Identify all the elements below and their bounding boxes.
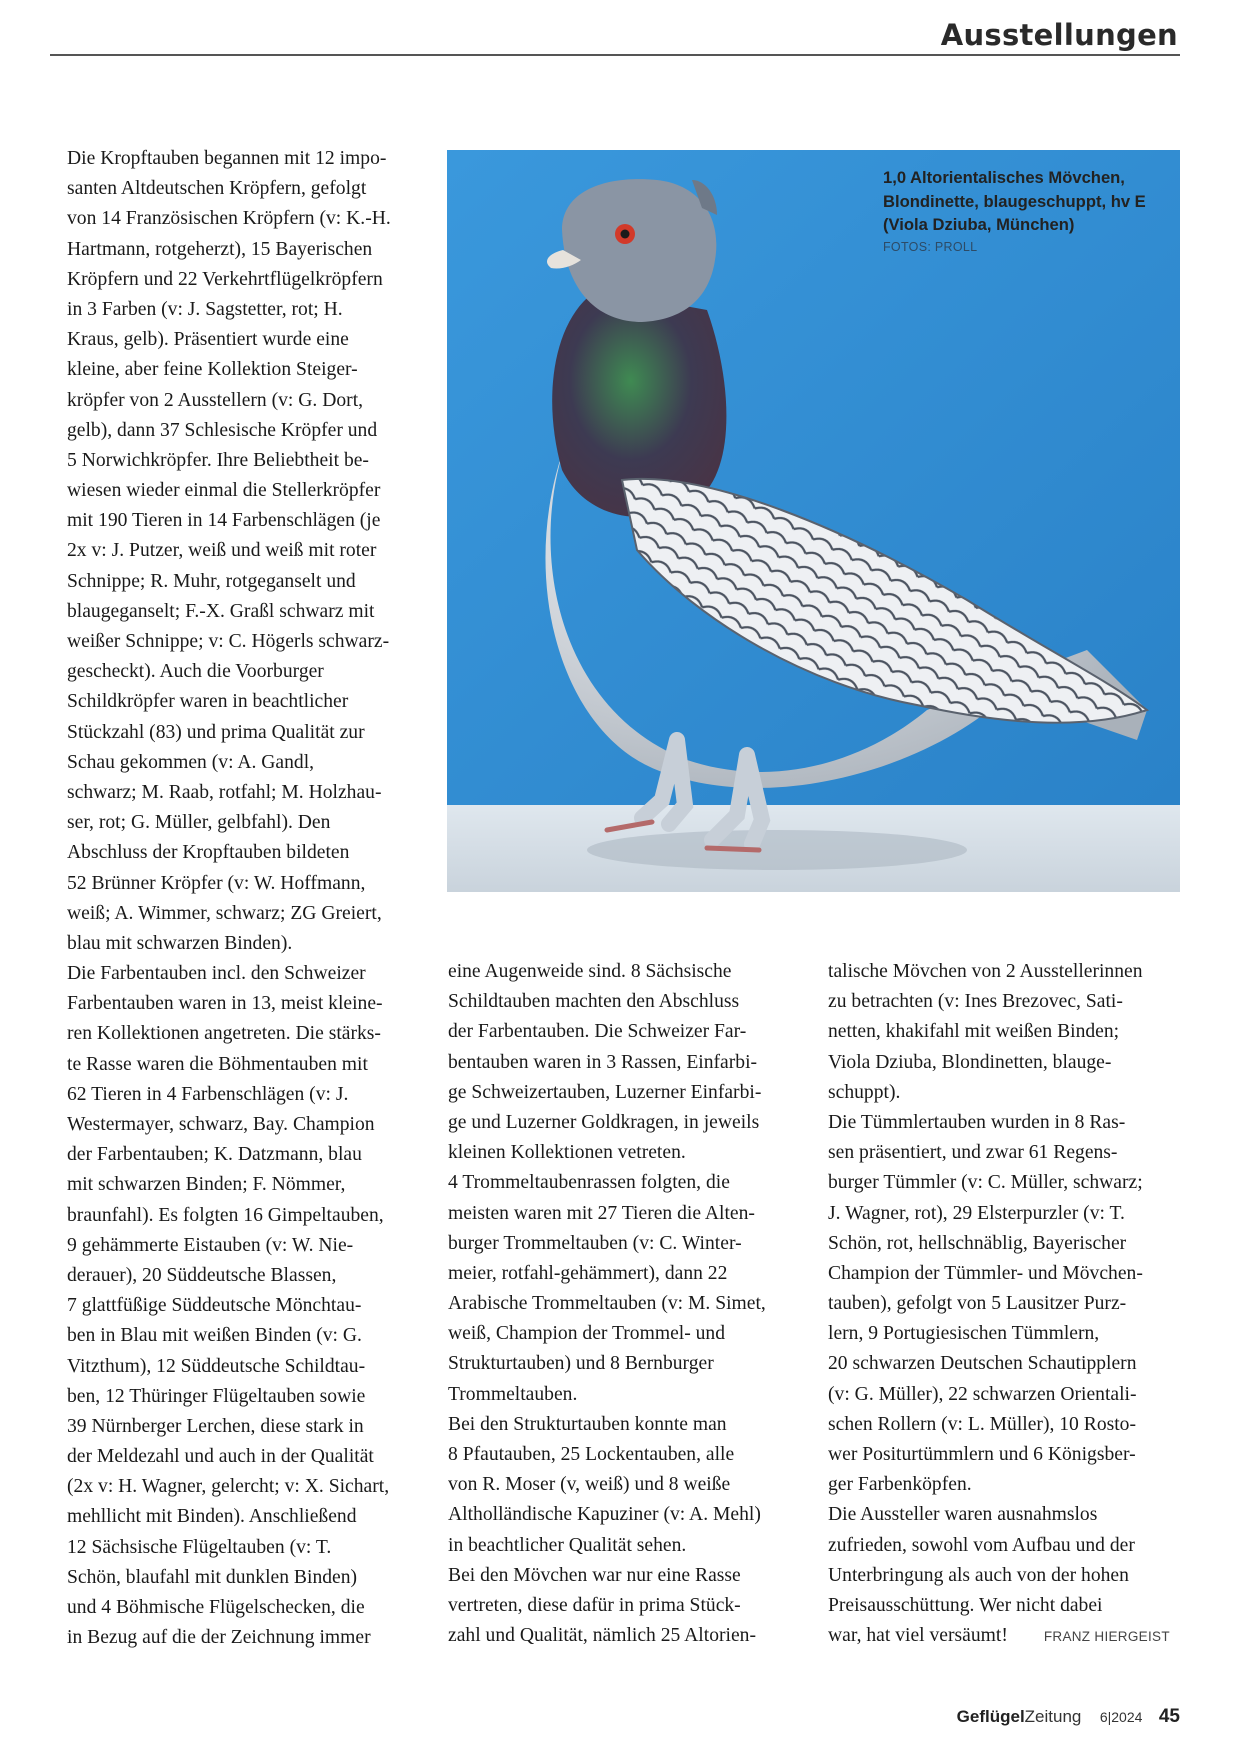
photo-credit: FOTOS: PROLL <box>883 239 978 254</box>
magazine-brand-light: Zeitung <box>1024 1707 1082 1726</box>
text-line: Schnippe; R. Muhr, rotgeganselt und <box>67 570 356 592</box>
text-line: 9 gehämmerte Eistauben (v: W. Nie- <box>67 1234 354 1256</box>
text-line: 52 Brünner Kröpfer (v: W. Hoffmann, <box>67 872 366 894</box>
text-line: Bei den Strukturtauben konnte man <box>448 1413 727 1435</box>
text-line: Stückzahl (83) und prima Qualität zur <box>67 721 365 743</box>
text-line: 2x v: J. Putzer, weiß und weiß mit roter <box>67 540 377 562</box>
text-line: weißer Schnippe; v: C. Högerls schwarz- <box>67 631 390 652</box>
text-line: kleinen Kollektionen vetreten. <box>448 1142 686 1164</box>
section-title: Ausstellungen <box>940 18 1178 52</box>
text-line: schwarz; M. Raab, rotfahl; M. Holzhau- <box>67 781 382 803</box>
text-line: Schildtauben machten den Abschluss <box>448 991 740 1013</box>
text-line: zufrieden, sowohl vom Aufbau und der <box>828 1534 1135 1556</box>
text-line: burger Tümmler (v: C. Müller, schwarz; <box>828 1172 1143 1194</box>
text-line: Schildkröpfer waren in beachtlicher <box>67 691 349 713</box>
text-line: ben in Blau mit weißen Binden (v: G. <box>67 1325 362 1347</box>
magazine-brand-bold: Geflügel <box>956 1707 1025 1726</box>
text-line: ge Schweizertauben, Luzerner Einfarbi- <box>448 1081 762 1103</box>
text-line: sen präsentiert, und zwar 61 Regens- <box>828 1142 1118 1164</box>
text-line: Westermayer, schwarz, Bay. Champion <box>67 1114 375 1135</box>
text-line: Viola Dziuba, Blondinetten, blauge- <box>828 1051 1112 1073</box>
text-line: Die Aussteller waren ausnahmslos <box>828 1504 1098 1526</box>
text-line: mit 190 Tieren in 14 Farbenschlägen (je <box>67 510 381 532</box>
text-line: mit schwarzen Binden; F. Nömmer, <box>67 1174 346 1196</box>
text-line: von R. Moser (v, weiß) und 8 weiße <box>448 1474 731 1496</box>
text-line: 62 Tieren in 4 Farbenschlägen (v: J. <box>67 1083 349 1105</box>
text-line: wiesen wieder einmal die Stellerkröpfer <box>67 480 381 502</box>
text-line: ren Kollektionen angetreten. Die stärks- <box>67 1023 381 1045</box>
text-line: Kraus, gelb). Präsentiert wurde eine <box>67 329 349 351</box>
text-line: Schön, blaufahl mit dunklen Binden) <box>67 1566 358 1588</box>
text-line: Strukturtauben) und 8 Bernburger <box>448 1353 714 1375</box>
text-line: Farbentauben waren in 13, meist kleine- <box>67 993 383 1015</box>
text-line: weiß; A. Wimmer, schwarz; ZG Greiert, <box>67 902 382 924</box>
text-line: Hartmann, rotgeherzt), 15 Bayerischen <box>67 238 373 260</box>
text-line: zu betrachten (v: Ines Brezovec, Sati- <box>828 991 1123 1013</box>
pigeon-photo <box>447 150 1180 892</box>
issue-number: 6|2024 <box>1099 1709 1143 1725</box>
text-line: ger Farbenköpfen. <box>828 1474 972 1496</box>
page-number: 45 <box>1158 1706 1180 1727</box>
photo-caption-lines <box>883 166 1173 237</box>
text-line: Bei den Mövchen war nur eine Rasse <box>448 1564 741 1586</box>
text-line: Abschluss der Kropftauben bildeten <box>67 842 350 864</box>
text-line: derauer), 20 Süddeutsche Blassen, <box>67 1264 337 1286</box>
text-line: burger Trommeltauben (v: C. Winter- <box>448 1232 742 1254</box>
text-line: der Farbentauben. Die Schweizer Far- <box>448 1021 747 1043</box>
pigeon-illustration <box>447 150 1180 892</box>
text-line: ge und Luzerner Goldkragen, in jeweils <box>448 1111 760 1133</box>
text-line: Blondinette, blaugeschuppt, hv E <box>883 191 1146 211</box>
text-line: schen Rollern (v: L. Müller), 10 Rosto- <box>828 1413 1137 1435</box>
text-line: (2x v: H. Wagner, gelercht; v: X. Sichart, <box>67 1476 390 1498</box>
text-line: Preisausschüttung. Wer nicht dabei <box>828 1594 1103 1616</box>
photo-caption <box>883 166 1173 256</box>
text-line: lern, 9 Portugiesischen Tümmlern, <box>828 1323 1100 1345</box>
text-line: kleine, aber feine Kollektion Steiger- <box>67 359 358 381</box>
text-line: Schön, rot, hellschnäblig, Bayerischer <box>828 1232 1127 1254</box>
article-column-left <box>67 144 417 1653</box>
article-column-middle <box>448 957 798 1651</box>
text-line: weiß, Champion der Trommel- und <box>448 1323 726 1345</box>
text-line: Champion der Tümmler- und Mövchen- <box>828 1262 1143 1284</box>
text-line: 7 glattfüßige Süddeutsche Mönchtau- <box>67 1295 362 1317</box>
text-line: ser, rot; G. Müller, gelbfahl). Den <box>67 812 331 834</box>
text-line: Vitzthum), 12 Süddeutsche Schildtau- <box>67 1355 366 1377</box>
text-line: 5 Norwichkröpfer. Ihre Beliebtheit be- <box>67 449 369 471</box>
text-line: J. Wagner, rot), 29 Elsterpurzler (v: T. <box>828 1202 1125 1224</box>
text-line: eine Augenweide sind. 8 Sächsische <box>448 961 732 982</box>
text-line: der Meldezahl und auch in der Qualität <box>67 1446 374 1468</box>
text-line: in 3 Farben (v: J. Sagstetter, rot; H. <box>67 298 343 320</box>
text-line: Die Tümmlertauben wurden in 8 Ras- <box>828 1111 1126 1133</box>
text-line: in Bezug auf die der Zeichnung immer <box>67 1627 371 1649</box>
text-line: Kröpfern und 22 Verkehrtflügelkröpfern <box>67 268 383 290</box>
text-line: blau mit schwarzen Binden). <box>67 932 293 954</box>
text-line: der Farbentauben; K. Datzmann, blau <box>67 1144 362 1166</box>
text-line: (Viola Dziuba, München) <box>883 215 1075 234</box>
text-line: und 4 Böhmische Flügelschecken, die <box>67 1597 365 1618</box>
text-line: blaugeganselt; F.-X. Graßl schwarz mit <box>67 600 375 622</box>
text-line: 1,0 Altorientalisches Mövchen, <box>883 168 1125 187</box>
text-line: Unterbringung als auch von der hohen <box>828 1564 1129 1586</box>
article-column-right <box>828 957 1180 1652</box>
text-line: te Rasse waren die Böhmentauben mit <box>67 1053 368 1075</box>
text-line: braunfahl). Es folgten 16 Gimpeltauben, <box>67 1204 384 1226</box>
text-line: Schau gekommen (v: A. Gandl, <box>67 751 315 773</box>
text-line: santen Altdeutschen Kröpfern, gefolgt <box>67 178 367 200</box>
text-line: 39 Nürnberger Lerchen, diese stark in <box>67 1415 364 1437</box>
text-line: Die Kropftauben begannen mit 12 impo- <box>67 148 387 169</box>
text-line: schuppt). <box>828 1081 901 1103</box>
text-line: meier, rotfahl-gehämmert), dann 22 <box>448 1262 728 1284</box>
text-line: Trommeltauben. <box>448 1383 578 1405</box>
text-line: netten, khakifahl mit weißen Binden; <box>828 1021 1120 1043</box>
text-line: Arabische Trommeltauben (v: M. Simet, <box>448 1293 766 1315</box>
header-rule <box>50 54 1180 56</box>
text-line: talische Mövchen von 2 Ausstellerinnen <box>828 961 1143 982</box>
text-line: 4 Trommeltaubenrassen folgten, die <box>448 1172 730 1194</box>
text-line: in beachtlicher Qualität sehen. <box>448 1534 687 1556</box>
text-line: ben, 12 Thüringer Flügeltauben sowie <box>67 1385 366 1407</box>
text-line: meisten waren mit 27 Tieren die Alten- <box>448 1202 755 1224</box>
text-line: Die Farbentauben incl. den Schweizer <box>67 963 366 985</box>
text-line: gescheckt). Auch die Voorburger <box>67 661 324 683</box>
text-line: mehllicht mit Binden). Anschließend <box>67 1506 357 1528</box>
article-column-right-lines <box>828 957 1180 1652</box>
text-line: gelb), dann 37 Schlesische Kröpfer und <box>67 419 378 441</box>
text-line: Altholländische Kapuziner (v: A. Mehl) <box>448 1504 761 1526</box>
text-line: war, hat viel versäumt! <box>828 1625 1008 1647</box>
text-line: 20 schwarzen Deutschen Schautipplern <box>828 1353 1137 1375</box>
text-line: wer Positurtümmlern und 6 Königsber- <box>828 1444 1136 1465</box>
text-line: 12 Sächsische Flügeltauben (v: T. <box>67 1536 332 1558</box>
page-footer <box>957 1706 1180 1728</box>
text-line: kröpfer von 2 Ausstellern (v: G. Dort, <box>67 389 364 411</box>
text-line: bentauben waren in 3 Rassen, Einfarbi- <box>448 1051 758 1073</box>
text-line: 8 Pfautauben, 25 Lockentauben, alle <box>448 1444 735 1465</box>
text-line: von 14 Französischen Kröpfern (v: K.-H. <box>67 208 391 230</box>
text-line: vertreten, diese dafür in prima Stück- <box>448 1594 741 1616</box>
text-line: zahl und Qualität, nämlich 25 Altorien- <box>448 1625 756 1647</box>
text-line: (v: G. Müller), 22 schwarzen Orientali- <box>828 1383 1137 1405</box>
author-byline: FRANZ HIERGEIST <box>1043 1629 1170 1645</box>
text-line: tauben), gefolgt von 5 Lausitzer Purz- <box>828 1293 1127 1315</box>
